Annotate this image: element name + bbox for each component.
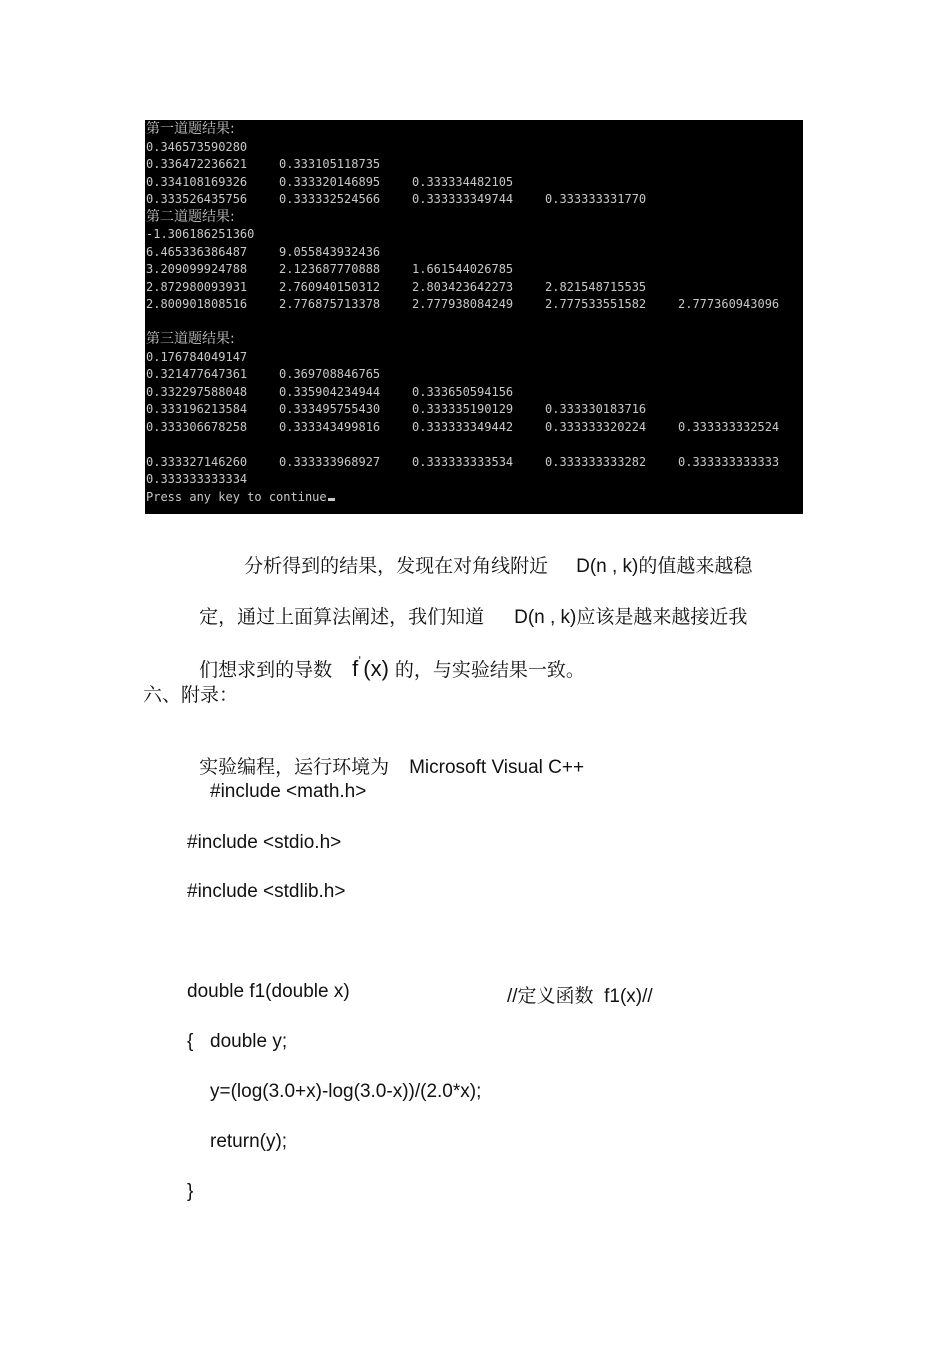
console-result-value: 0.333327146260 bbox=[146, 454, 248, 469]
console-result-value: 0.321477647361 bbox=[146, 367, 248, 381]
console-cursor bbox=[328, 498, 335, 501]
console-result-row bbox=[146, 139, 803, 157]
console-result-row bbox=[146, 366, 803, 384]
console-result-value: 2.872980093931 bbox=[146, 279, 248, 294]
appendix-env-line bbox=[187, 730, 584, 779]
env-value: Microsoft Visual C++ bbox=[409, 757, 585, 778]
console-result-value: 0.333650594156 bbox=[412, 384, 514, 399]
code-open-brace: { bbox=[187, 1031, 194, 1052]
console-result-value: 2.776875713378 bbox=[279, 297, 381, 311]
console-result-value: 0.333333349442 bbox=[412, 419, 514, 434]
derivative-f: f bbox=[352, 656, 359, 681]
console-result-value: 0.333332524566 bbox=[279, 192, 381, 206]
code-func-comment: //定义函数 f1(x)// bbox=[507, 986, 653, 1007]
console-result-value: 0.333495755430 bbox=[279, 402, 381, 416]
console-result-value: 2.803423642273 bbox=[412, 279, 514, 294]
console-result-value: -1.306186251360 bbox=[146, 227, 255, 241]
analysis-text: 分析得到的结果，发现在对角线附近 bbox=[244, 555, 549, 577]
console-result-value: 0.333333332524 bbox=[678, 419, 780, 434]
console-result-value: 0.333343499816 bbox=[279, 419, 381, 434]
console-result-value: 9.055843932436 bbox=[279, 244, 381, 259]
console-prompt bbox=[146, 489, 803, 507]
console-blank-line bbox=[146, 314, 803, 332]
console-result-value: 6.465336386487 bbox=[146, 244, 248, 259]
console-result-row bbox=[146, 226, 803, 244]
console-result-value: 0.334108169326 bbox=[146, 174, 248, 189]
console-result-value: 2.760940150312 bbox=[279, 279, 381, 294]
console-result-value: 0.333333349744 bbox=[412, 192, 514, 206]
analysis-text: 定，通过上面算法阐述，我们知道 bbox=[199, 606, 485, 628]
console-result-row bbox=[146, 349, 803, 367]
console-result-value: 2.777360943096 bbox=[678, 297, 780, 311]
code-include-stdio: #include <stdio.h> bbox=[187, 832, 342, 853]
console-result-value: 0.333526435756 bbox=[146, 192, 248, 206]
console-result-value: 0.332297588048 bbox=[146, 384, 248, 399]
console-result-value: 0.333333331770 bbox=[545, 192, 647, 206]
console-section-heading: 第一道题结果: bbox=[146, 121, 235, 137]
code-close-brace: } bbox=[187, 1181, 194, 1202]
console-result-value: 0.333196213584 bbox=[146, 402, 248, 416]
console-output-window bbox=[145, 120, 803, 514]
console-result-row bbox=[146, 401, 803, 419]
console-result-value: 2.777533551582 bbox=[545, 297, 647, 311]
env-label: 实验编程，运行环境为 bbox=[199, 756, 390, 778]
console-result-value: 3.209099924788 bbox=[146, 262, 248, 276]
console-result-value: 0.333306678258 bbox=[146, 419, 248, 434]
console-result-value: 2.777938084249 bbox=[412, 297, 514, 311]
code-func-signature: double f1(double x) bbox=[187, 981, 350, 1002]
d-nk-term: D(n , k) bbox=[576, 556, 639, 577]
console-blank-line bbox=[146, 436, 803, 454]
console-result-value: 0.333105118735 bbox=[279, 157, 381, 171]
analysis-line-1 bbox=[232, 529, 752, 578]
console-result-value: 0.336472236621 bbox=[146, 157, 248, 171]
console-result-row bbox=[146, 384, 803, 402]
console-result-row bbox=[146, 454, 803, 472]
console-result-value: 0.333330183716 bbox=[545, 402, 647, 416]
console-result-value: 0.333335190129 bbox=[412, 402, 514, 416]
analysis-line-3 bbox=[187, 633, 585, 682]
code-include-stdlib: #include <stdlib.h> bbox=[187, 881, 346, 902]
code-assign: y=(log(3.0+x)-log(3.0-x))/(2.0*x); bbox=[210, 1081, 482, 1102]
console-result-value: 0.333333333282 bbox=[545, 454, 647, 469]
console-result-row bbox=[146, 419, 803, 437]
console-prompt-text: Press any key to continue bbox=[146, 489, 327, 504]
console-result-value: 0.346573590280 bbox=[146, 139, 248, 154]
console-section-heading: 第三道题结果: bbox=[146, 331, 235, 347]
console-result-value: 2.821548715535 bbox=[545, 279, 647, 294]
console-result-value: 0.333333320224 bbox=[545, 419, 647, 434]
code-decl: double y; bbox=[210, 1031, 288, 1052]
code-include-math: #include <math.h> bbox=[210, 781, 367, 802]
analysis-line-2 bbox=[187, 580, 747, 629]
analysis-text: 的值越来越稳 bbox=[638, 555, 753, 577]
analysis-text: 的，与实验结果一致。 bbox=[394, 659, 585, 681]
console-result-value: 0.369708846765 bbox=[279, 367, 381, 381]
code-return: return(y); bbox=[210, 1131, 288, 1152]
console-result-value: 0.333333968927 bbox=[279, 454, 381, 469]
derivative-x: (x) bbox=[363, 656, 389, 681]
console-result-value: 0.333333333534 bbox=[412, 454, 514, 469]
analysis-text: 们想求到的导数 bbox=[199, 659, 333, 681]
console-result-row bbox=[146, 279, 803, 297]
console-result-row bbox=[146, 191, 803, 209]
console-result-value: 0.335904234944 bbox=[279, 384, 381, 399]
console-section-heading: 第二道题结果: bbox=[146, 208, 235, 225]
console-result-value: 0.333320146895 bbox=[279, 174, 381, 189]
console-result-row bbox=[146, 156, 803, 174]
console-result-row bbox=[146, 296, 803, 314]
console-result-value: 0.333334482105 bbox=[412, 174, 514, 189]
console-result-row bbox=[146, 261, 803, 279]
console-result-value: 0.333333333333 bbox=[678, 454, 780, 469]
analysis-text: 应该是越来越接近我 bbox=[576, 606, 748, 628]
console-result-value: 0.333333333334 bbox=[146, 472, 248, 486]
console-result-value: 0.176784049147 bbox=[146, 349, 248, 364]
console-result-row bbox=[146, 174, 803, 192]
d-nk-term: D(n , k) bbox=[514, 607, 577, 628]
derivative-prime: ' bbox=[358, 654, 362, 667]
appendix-heading: 六、附录： bbox=[143, 684, 239, 706]
console-result-value: 2.123687770888 bbox=[279, 262, 381, 276]
console-result-row bbox=[146, 244, 803, 262]
console-result-value: 2.800901808516 bbox=[146, 297, 248, 311]
console-result-value: 1.661544026785 bbox=[412, 262, 514, 276]
console-result-row bbox=[146, 471, 803, 489]
